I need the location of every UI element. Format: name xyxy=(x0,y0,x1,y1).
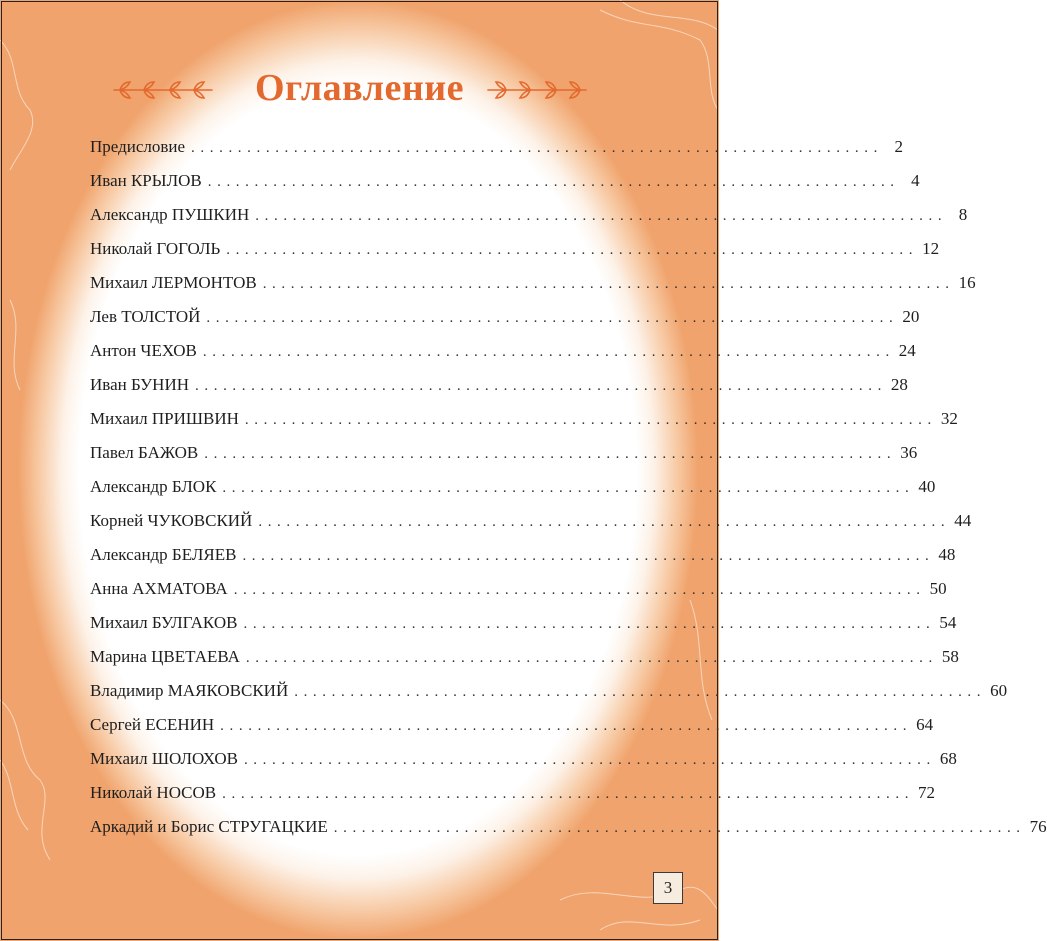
toc-entry-page: 44 xyxy=(954,511,972,530)
toc-entry-page: 50 xyxy=(929,579,947,598)
toc-entry[interactable] xyxy=(90,678,1008,712)
toc-header xyxy=(0,62,719,118)
leader-dots: .......................................................................... xyxy=(245,650,938,666)
leader-dots: .......................................................................... xyxy=(258,514,951,530)
toc-entry-page: 72 xyxy=(918,783,936,802)
toc-entry-page: 60 xyxy=(990,681,1008,700)
toc-entry-title: Александр ПУШКИН xyxy=(90,205,250,224)
table-of-contents xyxy=(90,134,1047,848)
toc-entry-title: Аркадий и Борис СТРУГАЦКИЕ xyxy=(90,817,328,836)
leader-dots: .......................................................................... xyxy=(262,276,955,292)
toc-entry[interactable] xyxy=(90,202,968,236)
toc-entry[interactable] xyxy=(90,610,957,644)
leader-dots: .......................................................................... xyxy=(191,140,883,156)
toc-entry[interactable] xyxy=(90,134,903,168)
toc-entry[interactable] xyxy=(90,372,908,406)
leader-dots: .......................................................................... xyxy=(207,174,900,190)
toc-entry-page: 40 xyxy=(918,477,936,496)
leader-dots: .......................................................................... xyxy=(233,582,926,598)
toc-entry-page: 4 xyxy=(911,171,920,190)
toc-entry-title: Михаил БУЛГАКОВ xyxy=(90,613,238,632)
leader-dots: .......................................................................... xyxy=(255,208,948,224)
toc-entry-title: Александр БЕЛЯЕВ xyxy=(90,545,237,564)
toc-entry[interactable] xyxy=(90,474,936,508)
leader-dots: .......................................................................... xyxy=(226,242,919,258)
toc-entry[interactable] xyxy=(90,712,934,746)
toc-entry-page: 64 xyxy=(916,715,934,734)
toc-entry-title: Михаил ШОЛОХОВ xyxy=(90,749,238,768)
toc-entry-page: 36 xyxy=(900,443,918,462)
toc-entry[interactable] xyxy=(90,406,958,440)
toc-entry-page: 48 xyxy=(938,545,956,564)
toc-entry-title: Александр БЛОК xyxy=(90,477,217,496)
leader-dots: .......................................................................... xyxy=(333,820,1026,836)
toc-entry[interactable] xyxy=(90,576,947,610)
toc-entry[interactable] xyxy=(90,780,936,814)
toc-entry-page: 8 xyxy=(958,205,968,224)
leader-dots: .......................................................................... xyxy=(243,616,936,632)
right-laurel-ornament-icon xyxy=(484,76,590,102)
toc-entry-page: 54 xyxy=(939,613,957,632)
page-title: Оглавление xyxy=(254,67,465,109)
toc-entry-page: 2 xyxy=(894,137,903,156)
toc-entry-page: 32 xyxy=(940,409,958,428)
leader-dots: .......................................................................... xyxy=(202,344,895,360)
leader-dots: .......................................................................... xyxy=(222,786,915,802)
toc-entry[interactable] xyxy=(90,304,920,338)
toc-entry[interactable] xyxy=(90,338,916,372)
page-number: 3 xyxy=(653,872,683,904)
leader-dots: .......................................................................... xyxy=(243,752,936,768)
toc-entry-title: Николай НОСОВ xyxy=(90,783,217,802)
leader-dots: .......................................................................... xyxy=(222,480,915,496)
toc-entry-title: Предисловие xyxy=(90,137,186,156)
toc-entry-title: Сергей ЕСЕНИН xyxy=(90,715,215,734)
toc-entry-page: 58 xyxy=(941,647,959,666)
leader-dots: .......................................................................... xyxy=(220,718,913,734)
toc-entry[interactable] xyxy=(90,814,1047,848)
toc-entry[interactable] xyxy=(90,168,920,202)
leader-dots: .......................................................................... xyxy=(204,446,897,462)
toc-entry-page: 12 xyxy=(922,239,940,258)
toc-entry-page: 16 xyxy=(958,273,976,292)
toc-entry-page: 28 xyxy=(890,375,908,394)
toc-entry-page: 20 xyxy=(902,307,920,326)
toc-entry-page: 76 xyxy=(1029,817,1047,836)
leader-dots: .......................................................................... xyxy=(294,684,987,700)
toc-entry-title: Владимир МАЯКОВСКИЙ xyxy=(90,681,289,700)
toc-entry-title: Николай ГОГОЛЬ xyxy=(90,239,221,258)
leader-dots: .......................................................................... xyxy=(242,548,935,564)
toc-entry-title: Михаил ПРИШВИН xyxy=(90,409,239,428)
toc-entry[interactable] xyxy=(90,270,976,304)
toc-entry[interactable] xyxy=(90,440,918,474)
toc-entry[interactable] xyxy=(90,542,956,576)
toc-entry-title: Михаил ЛЕРМОНТОВ xyxy=(90,273,257,292)
toc-entry[interactable] xyxy=(90,508,972,542)
toc-entry-title: Марина ЦВЕТАЕВА xyxy=(90,647,240,666)
toc-entry[interactable] xyxy=(90,644,959,678)
leader-dots: .......................................................................... xyxy=(206,310,899,326)
toc-entry-title: Павел БАЖОВ xyxy=(90,443,199,462)
toc-entry[interactable] xyxy=(90,746,957,780)
leader-dots: .......................................................................... xyxy=(195,378,887,394)
toc-entry[interactable] xyxy=(90,236,940,270)
toc-entry-title: Анна АХМАТОВА xyxy=(90,579,228,598)
leader-dots: .......................................................................... xyxy=(244,412,937,428)
toc-entry-page: 24 xyxy=(898,341,916,360)
toc-entry-title: Лев ТОЛСТОЙ xyxy=(90,307,201,326)
toc-entry-title: Корней ЧУКОВСКИЙ xyxy=(90,511,253,530)
toc-entry-page: 68 xyxy=(939,749,957,768)
toc-entry-title: Антон ЧЕХОВ xyxy=(90,341,197,360)
toc-entry-title: Иван КРЫЛОВ xyxy=(90,171,202,190)
toc-entry-title: Иван БУНИН xyxy=(90,375,190,394)
